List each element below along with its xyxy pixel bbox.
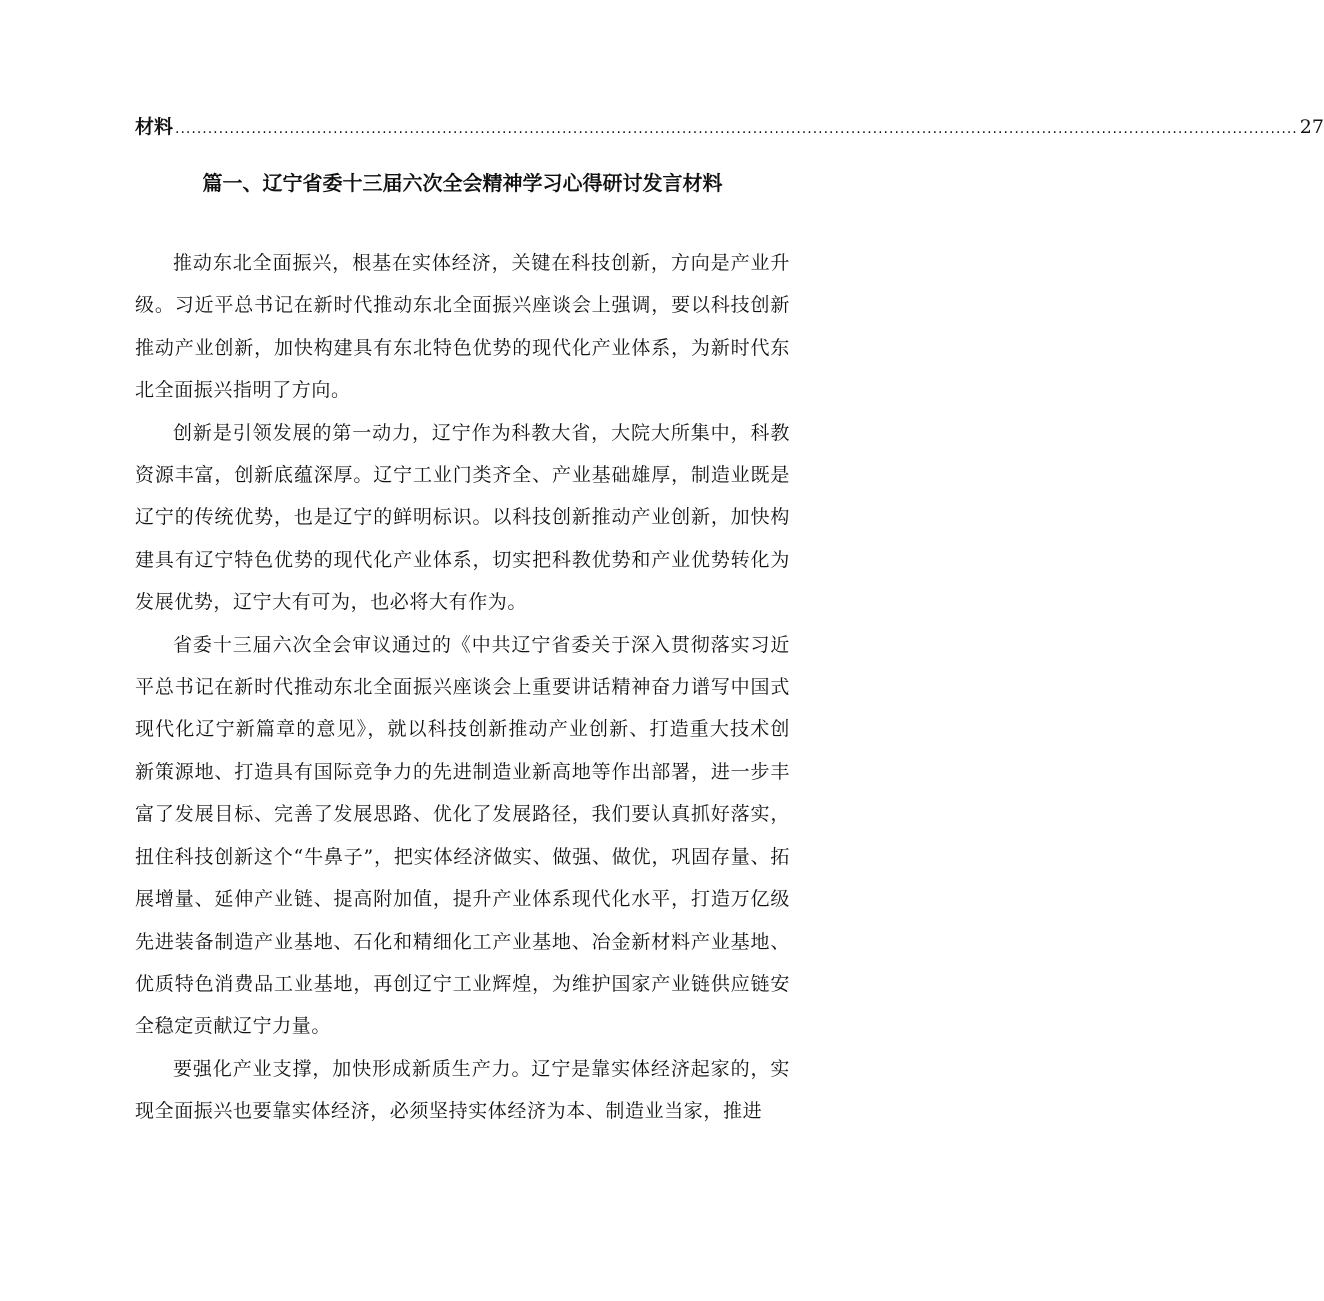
paragraph-2: 创新是引领发展的第一动力，辽宁作为科教大省，大院大所集中，科教资源丰富，创新底蕴深厚。辽宁工业门类齐全、产业基础雄厚，制造业既是辽宁的传统优势，也是辽宁的鲜明标识。以科技创新推动产业创新，加快构建具有辽宁特色优势的现代化产业体系，切实把科教优势和产业优势转化为发展优势，辽宁大有可为，也必将大有作为。 xyxy=(135,421,790,614)
toc-entry[interactable] xyxy=(135,112,1324,142)
section-title: 篇一、辽宁省委十三届六次全会精神学习心得研讨发言材料 xyxy=(202,171,723,195)
toc-entry-label: 材料 xyxy=(135,116,174,138)
body-text xyxy=(135,242,790,1133)
paragraph-1: 推动东北全面振兴，根基在实体经济，关键在科技创新，方向是产业升级。习近平总书记在新时代推动东北全面振兴座谈会上强调，要以科技创新推动产业创新，加快构建具有东北特色优势的现代化产业体系，为新时代东北全面振兴指明了方向。 xyxy=(135,252,790,402)
paragraph-3: 省委十三届六次全会审议通过的《中共辽宁省委关于深入贯彻落实习近平总书记在新时代推动东北全面振兴座谈会上重要讲话精神奋力谱写中国式现代化辽宁新篇章的意见》，就以科技创新推动产业创新、打造重大技术创新策源地、打造具有国际竞争力的先进制造业新高地等作出部署，进一步丰富了发展目标、完善了发展思路、优化了发展路径，我们要认真抓好落实，扭住科技创新这个“牛鼻子”，把实体经济做实、做强、做优，巩固存量、拓展增量、延伸产业链、提高附加值，提升产业体系现代化水平，打造万亿级先进装备制造产业基地、石化和精细化工产业基地、冶金新材料产业基地、优质特色消费品工业基地，再创辽宁工业辉煌，为维护国家产业链供应链安全稳定贡献辽宁力量。 xyxy=(135,633,790,1038)
toc-leader-dots: .............................................................................................................................................................................................................. xyxy=(175,121,1298,137)
toc-page-number: 27 xyxy=(1299,116,1324,138)
paragraph-4: 要强化产业支撑，加快形成新质生产力。辽宁是靠实体经济起家的，实现全面振兴也要靠实体经济，必须坚持实体经济为本、制造业当家，推进 xyxy=(135,1057,790,1123)
